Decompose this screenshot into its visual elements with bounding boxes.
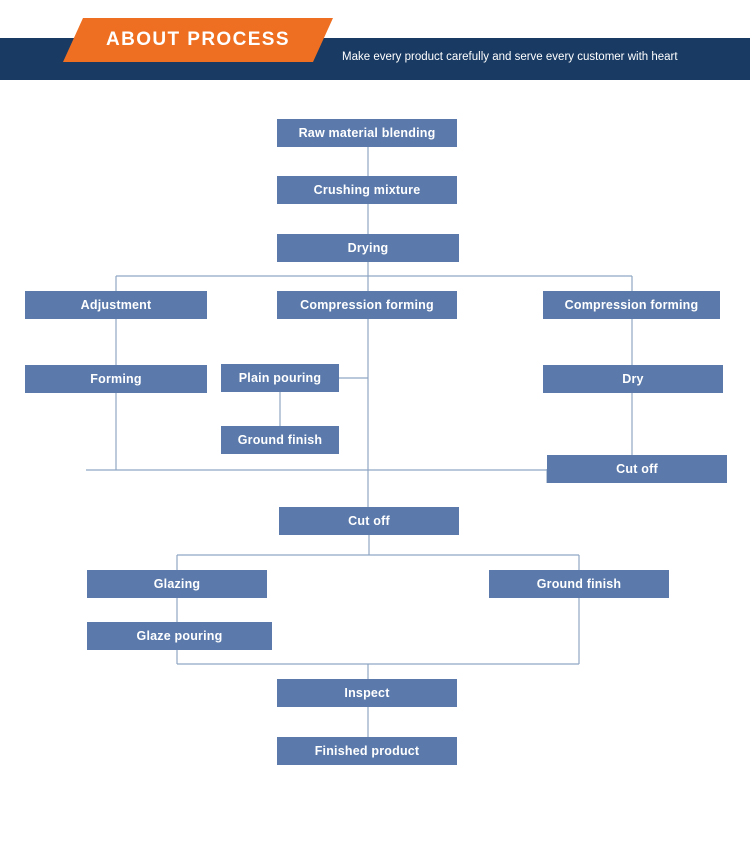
node-ground-finish-lower[interactable] — [489, 570, 669, 598]
node-label: Compression forming — [300, 298, 434, 312]
header-tagline: Make every product carefully and serve every customer with heart — [342, 51, 678, 63]
node-label: Cut off — [616, 462, 658, 476]
node-label: Raw material blending — [298, 126, 436, 140]
node-label: Drying — [347, 241, 389, 255]
node-label: Cut off — [348, 514, 390, 528]
node-label: Plain pouring — [238, 371, 322, 385]
node-cut-off-center[interactable] — [279, 507, 459, 535]
node-label: Compression forming — [564, 298, 699, 312]
node-label: Ground finish — [237, 433, 323, 447]
process-flow-diagram — [0, 80, 750, 857]
node-drying[interactable] — [277, 234, 459, 262]
node-inspect[interactable] — [277, 679, 457, 707]
node-forming[interactable] — [25, 365, 207, 393]
node-label: Finished product — [314, 744, 420, 758]
node-raw-material-blending[interactable] — [277, 119, 457, 147]
node-label: Adjustment — [80, 298, 152, 312]
node-compression-forming-right[interactable] — [543, 291, 720, 319]
node-label: Crushing mixture — [313, 183, 421, 197]
node-ground-finish-upper[interactable] — [221, 426, 339, 454]
node-plain-pouring[interactable] — [221, 364, 339, 392]
node-label: Glaze pouring — [136, 629, 223, 643]
node-finished-product[interactable] — [277, 737, 457, 765]
node-label: Glazing — [153, 577, 201, 591]
node-label: Inspect — [344, 686, 390, 700]
node-dry[interactable] — [543, 365, 723, 393]
node-label: Ground finish — [536, 577, 622, 591]
node-crushing-mixture[interactable] — [277, 176, 457, 204]
node-label: Forming — [90, 372, 142, 386]
node-compression-forming-center[interactable] — [277, 291, 457, 319]
node-cut-off-right[interactable] — [547, 455, 727, 483]
banner-title: ABOUT PROCESS — [106, 29, 290, 50]
node-glaze-pouring[interactable] — [87, 622, 272, 650]
node-label: Dry — [622, 372, 644, 386]
about-process-banner — [63, 18, 333, 62]
node-glazing[interactable] — [87, 570, 267, 598]
node-adjustment[interactable] — [25, 291, 207, 319]
